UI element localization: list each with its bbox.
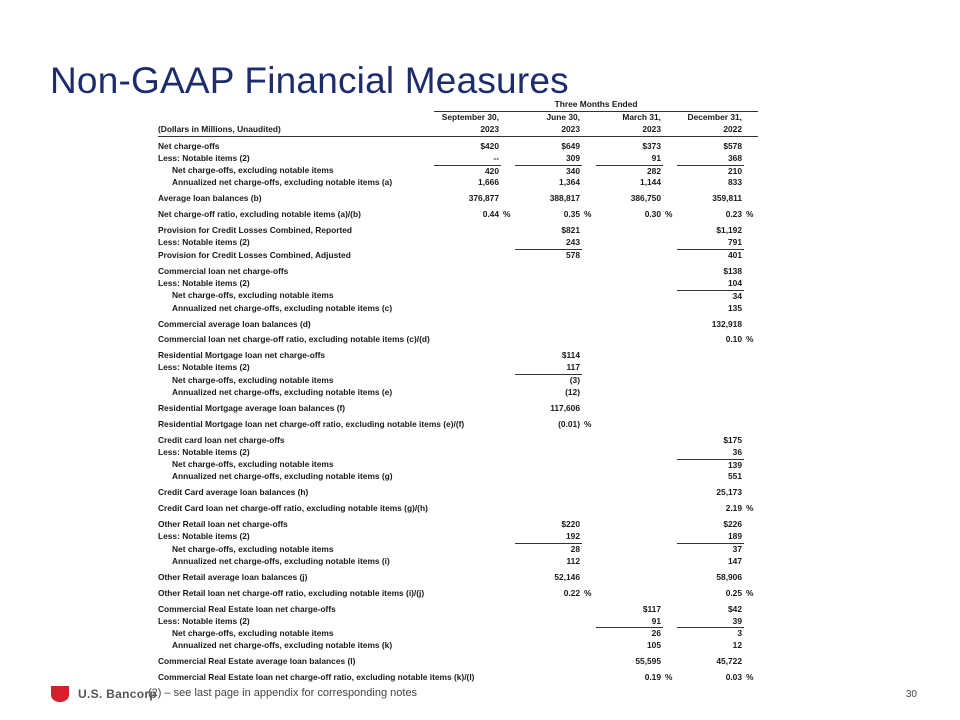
col-header-month: June 30, — [546, 111, 580, 122]
table-row: Less: Notable items (2) 91 39 — [158, 616, 758, 628]
table-row: Net charge-offs $420 $649 $373 $578 — [158, 140, 742, 151]
table-row: Commercial Real Estate loan net charge-off ratio, excluding notable items (k)/(l) 0.19 % 0.03 % — [158, 672, 754, 683]
page-title: Non-GAAP Financial Measures — [50, 60, 569, 101]
table-row: Commercial loan net charge-offs $138 — [158, 265, 742, 276]
col-header-year: 2023 — [434, 124, 501, 136]
table-row: Annualized net charge-offs, excluding notable items (g) 551 — [172, 471, 742, 482]
table-row: Annualized net charge-offs, excluding notable items (a) 1,666 1,364 1,144 833 — [172, 177, 742, 188]
table-row: Provision for Credit Losses Combined, Adjusted 578 401 — [158, 249, 742, 260]
table-row: Credit Card average loan balances (h) 25,173 — [158, 487, 742, 498]
col-header-year: 2023 — [515, 124, 582, 136]
table-row: Net charge-offs, excluding notable items 139 — [172, 459, 742, 470]
table-row: Commercial Real Estate average loan balances (l) 55,595 45,722 — [158, 656, 742, 667]
group-header: Three Months Ended — [434, 99, 758, 111]
col-header-month: December 31, — [687, 111, 742, 122]
table-row: Other Retail loan net charge-offs $220 $226 — [158, 519, 742, 530]
table-row: Residential Mortgage average loan balances (f) 117,606 — [158, 402, 580, 413]
table-row: Commercial Real Estate loan net charge-offs $117 $42 — [158, 603, 742, 614]
table-row: Net charge-offs, excluding notable items 34 — [172, 290, 742, 301]
table-row: Residential Mortgage loan net charge-offs $114 — [158, 350, 580, 361]
table-row: Annualized net charge-offs, excluding notable items (c) 135 — [172, 302, 742, 313]
shield-icon — [50, 685, 70, 703]
brand-logo — [50, 685, 157, 703]
col-header-year: 2022 — [677, 124, 744, 136]
table-row: Annualized net charge-offs, excluding notable items (e) (12) — [172, 387, 580, 398]
table-row: Commercial average loan balances (d) 132,918 — [158, 318, 742, 329]
col-header-month: September 30, — [441, 111, 499, 122]
table-row: Less: Notable items (2) 36 — [158, 447, 758, 459]
table-row: Less: Notable items (2) -- 309 91 368 — [158, 153, 758, 165]
col-header-year: 2023 — [596, 124, 663, 136]
table-row: Credit Card loan net charge-off ratio, excluding notable items (g)/(h) 2.19 % — [158, 503, 754, 514]
table-row: Net charge-offs, excluding notable items 420 340 282 210 — [172, 165, 742, 176]
table-row: Net charge-offs, excluding notable items 28 37 — [172, 543, 742, 554]
non-gaap-table — [158, 99, 758, 684]
table-row: Annualized net charge-offs, excluding notable items (i) 112 147 — [172, 555, 742, 566]
table-row: Less: Notable items (2) 192 189 — [158, 531, 758, 543]
table-row: Annualized net charge-offs, excluding notable items (k) 105 12 — [172, 640, 742, 651]
units-label: (Dollars in Millions, Unaudited) — [158, 124, 434, 136]
col-header-month: March 31, — [622, 111, 661, 122]
table-row: Credit card loan net charge-offs $175 — [158, 434, 742, 445]
non-gaap-table-container — [158, 99, 758, 684]
footnote: (2) – see last page in appendix for corresponding notes — [148, 687, 418, 699]
table-row: Other Retail average loan balances (j) 52,146 58,906 — [158, 571, 742, 582]
table-row: Less: Notable items (2) 243 791 — [158, 237, 758, 249]
table-row: Net charge-offs, excluding notable items (3) — [172, 374, 580, 386]
table-row: Other Retail loan net charge-off ratio, excluding notable items (i)/(j) 0.22 % 0.25 % — [158, 587, 754, 598]
table-row: Provision for Credit Losses Combined, Reported $821 $1,192 — [158, 225, 742, 236]
table-row: Residential Mortgage loan net charge-off ratio, excluding notable items (e)/(f) (0.01) % — [158, 418, 592, 429]
table-row: Net charge-off ratio, excluding notable items (a)/(b) 0.44 % 0.35 % 0.30 % 0.23 % — [158, 209, 754, 220]
brand-name: U.S. Bancorp — [78, 687, 157, 701]
table-row: Net charge-offs, excluding notable items 26 3 — [172, 628, 742, 639]
table-row: Commercial loan net charge-off ratio, excluding notable items (c)/(d) 0.10 % — [158, 334, 754, 345]
table-row: Less: Notable items (2) 117 — [158, 362, 758, 374]
page-number: 30 — [905, 689, 917, 700]
table-row: Average loan balances (b) 376,877 388,817 386,750 359,811 — [158, 193, 742, 204]
table-row: Less: Notable items (2) 104 — [158, 278, 758, 290]
